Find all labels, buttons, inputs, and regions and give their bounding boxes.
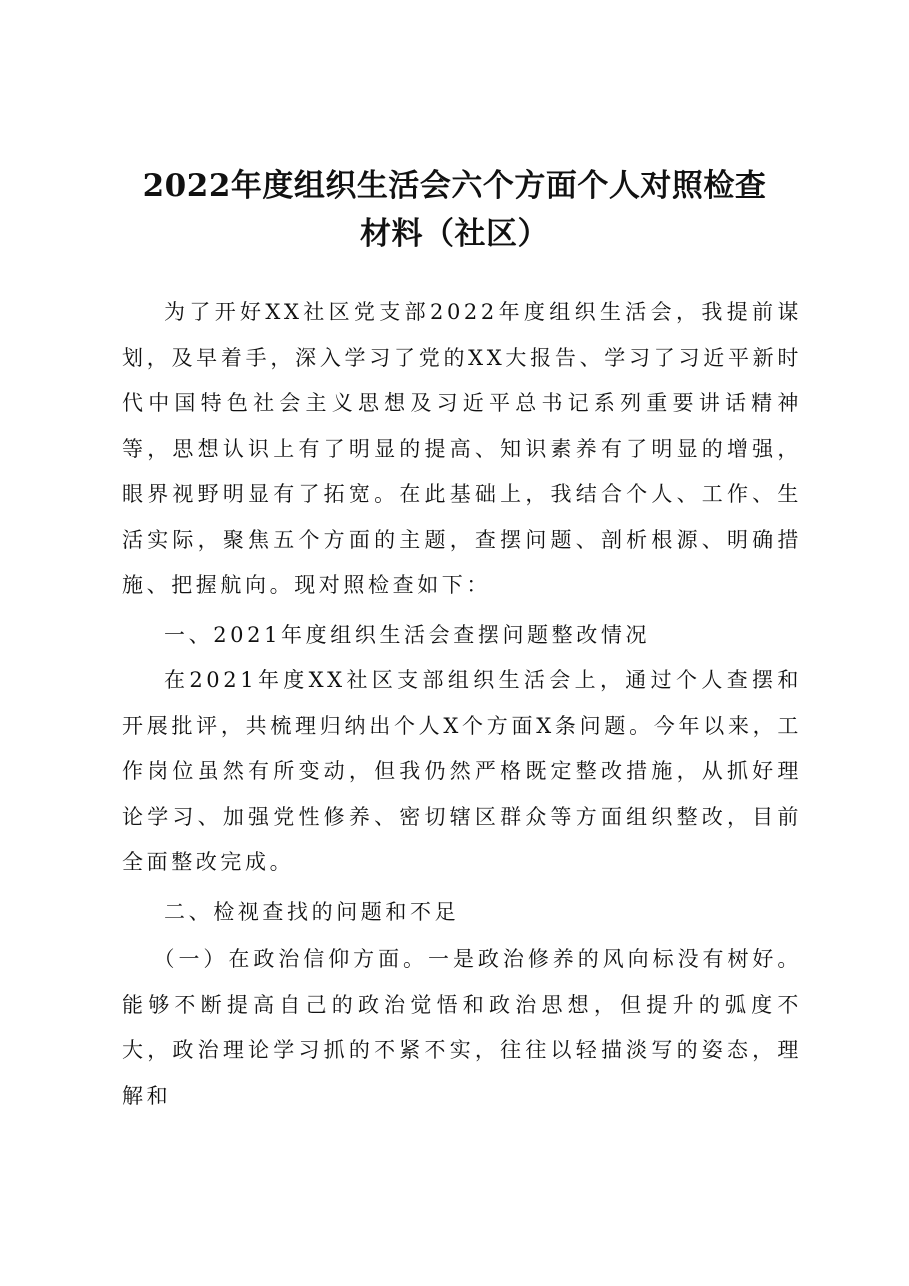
document-body — [122, 290, 802, 1119]
section-2-item-1: （一）在政治信仰方面。一是政治修养的风向标没有树好。能够不断提高自己的政治觉悟和政治思想，但提升的弧度不大，政治理论学习抓的不紧不实，往往以轻描淡写的姿态，理解和 — [122, 947, 802, 1108]
title-line-2: 材料（社区） — [360, 216, 549, 252]
section-heading-2: 二、检视查找的问题和不足 — [164, 899, 460, 924]
section-1-paragraph: 在2021年度XX社区支部组织生活会上，通过个人查摆和开展批评，共梳理归纳出个人X个方面X条问题。今年以来，工作岗位虽然有所变动，但我仍然严格既定整改措施，从抓好理论学习、加强党性修养、密切辖区群众等方面组织整改，目前全面整改完成。 — [122, 668, 802, 874]
intro-paragraph: 为了开好XX社区党支部2022年度组织生活会，我提前谋划，及早着手，深入学习了党的XX大报告、学习了习近平新时代中国特色社会主义思想及习近平总书记系列重要讲话精神等，思想认识上有了明显的提高、知识素养有了明显的增强，眼界视野明显有了拓宽。在此基础上，我结合个人、工作、生活实际，聚焦五个方面的主题，查摆问题、剖析根源、明确措施、把握航向。现对照检查如下： — [122, 300, 802, 597]
document-title — [110, 162, 799, 258]
title-line-1: 2022年度组织生活会六个方面个人对照检查 — [142, 168, 767, 204]
section-heading-1: 一、2021年度组织生活会查摆问题整改情况 — [164, 622, 651, 647]
